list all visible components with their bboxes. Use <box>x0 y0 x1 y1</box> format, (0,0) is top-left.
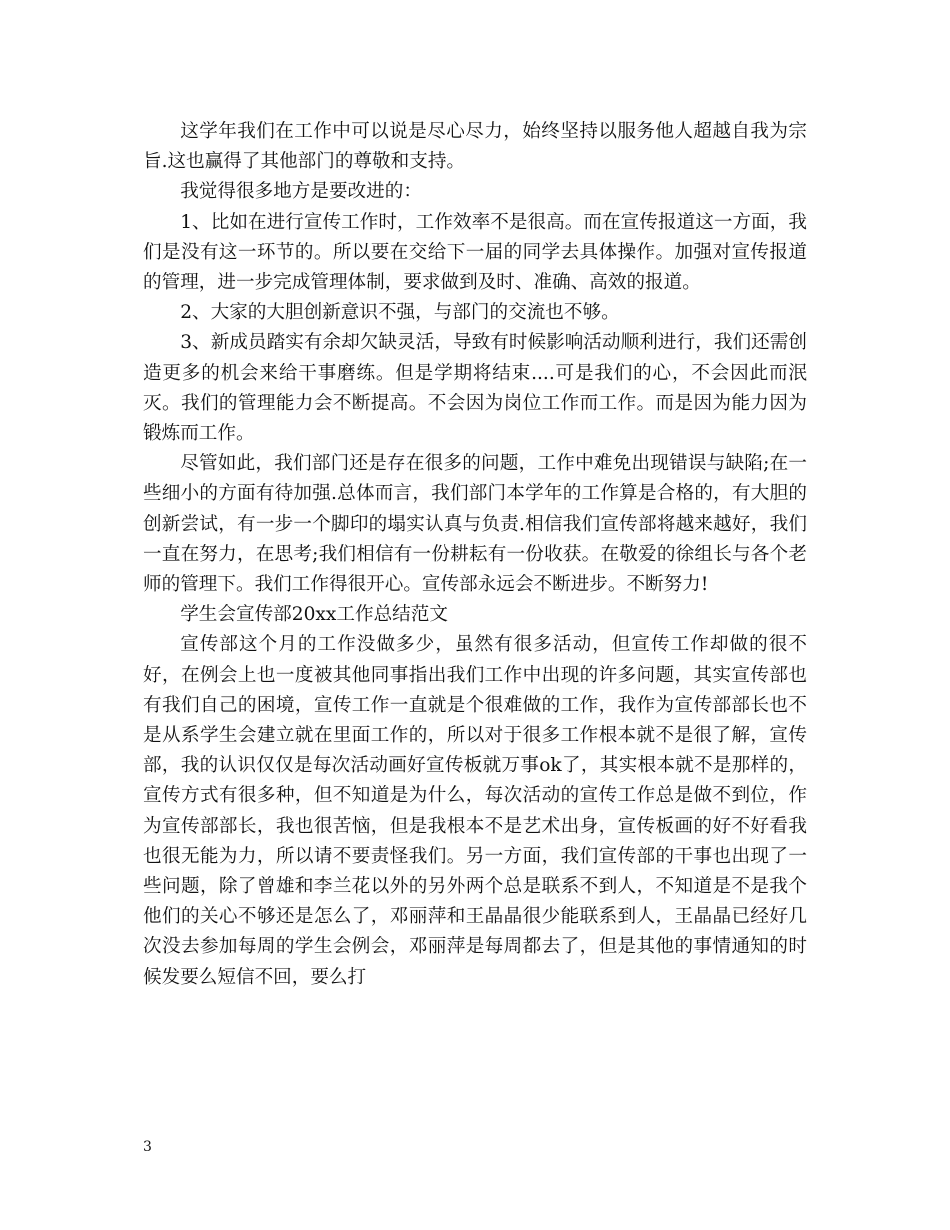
paragraph-summary: 尽管如此，我们部门还是存在很多的问题，工作中难免出现错误与缺陷;在一些细小的方面有待加强.总体而言，我们部门本学年的工作算是合格的，有大胆的创新尝试，有一步一个脚印的塌实认真与负责.相信我们宣传部将越来越好，我们一直在努力，在思考;我们相信有一份耕耘有一份收获。在敬爱的徐组长与各个老师的管理下。我们工作得很开心。宣传部永远会不断进步。不断努力! <box>143 453 807 596</box>
paragraph-point-2: 2、大家的大胆创新意识不强，与部门的交流也不够。 <box>180 302 620 324</box>
paragraph-service-purpose: 这学年我们在工作中可以说是尽心尽力，始终坚持以服务他人超越自我为宗旨.这也赢得了其他部门的尊敬和支持。 <box>143 121 807 173</box>
paragraph-monthly-report: 宣传部这个月的工作没做多少，虽然有很多活动，但宣传工作却做的很不好，在例会上也一度被其他同事指出我们工作中出现的许多问题，其实宣传部也有我们自己的困境，宣传工作一直就是个很难做的工作，我作为宣传部部长也不是从系学生会建立就在里面工作的，所以对于很多工作根本就不是很了解，宣传部，我的认识仅仅是每次活动画好宣传板就万事ok了，其实根本就不是那样的，宣传方式有很多种，但不知道是为什么，每次活动的宣传工作总是做不到位，作为宣传部部长，我也很苦恼，但是我根本不是艺术出身，宣传板画的好不好看我也很无能为力，所以请不要责怪我们。另一方面，我们宣传部的干事也出现了一些问题，除了曾雄和李兰花以外的另外两个总是联系不到人，不知道是不是我个他们的关心不够还是怎么了，邓丽萍和王晶晶很少能联系到人，王晶晶已经好几次没去参加每周的学生会例会，邓丽萍是每周都去了，但是其他的事情通知的时候发要么短信不回，要么打 <box>143 634 807 988</box>
paragraph-point-1: 1、比如在进行宣传工作时，工作效率不是很高。而在宣传报道这一方面，我们是没有这一环节的。所以要在交给下一届的同学去具体操作。加强对宣传报道的管理，进一步完成管理体制，要求做到及时、准确、高效的报道。 <box>143 211 807 294</box>
paragraph-improvement-intro: 我觉得很多地方是要改进的： <box>180 181 422 203</box>
document-body <box>143 117 807 993</box>
paragraph-point-3: 3、新成员踏实有余却欠缺灵活，导致有时候影响活动顺利进行，我们还需创造更多的机会来给干事磨练。但是学期将结束....可是我们的心，不会因此而泯灭。我们的管理能力会不断提高。不会因为岗位工作而工作。而是因为能力因为锻炼而工作。 <box>143 332 807 445</box>
section-heading: 学生会宣传部20xx工作总结范文 <box>180 604 448 626</box>
page-number: 3 <box>143 1139 152 1155</box>
